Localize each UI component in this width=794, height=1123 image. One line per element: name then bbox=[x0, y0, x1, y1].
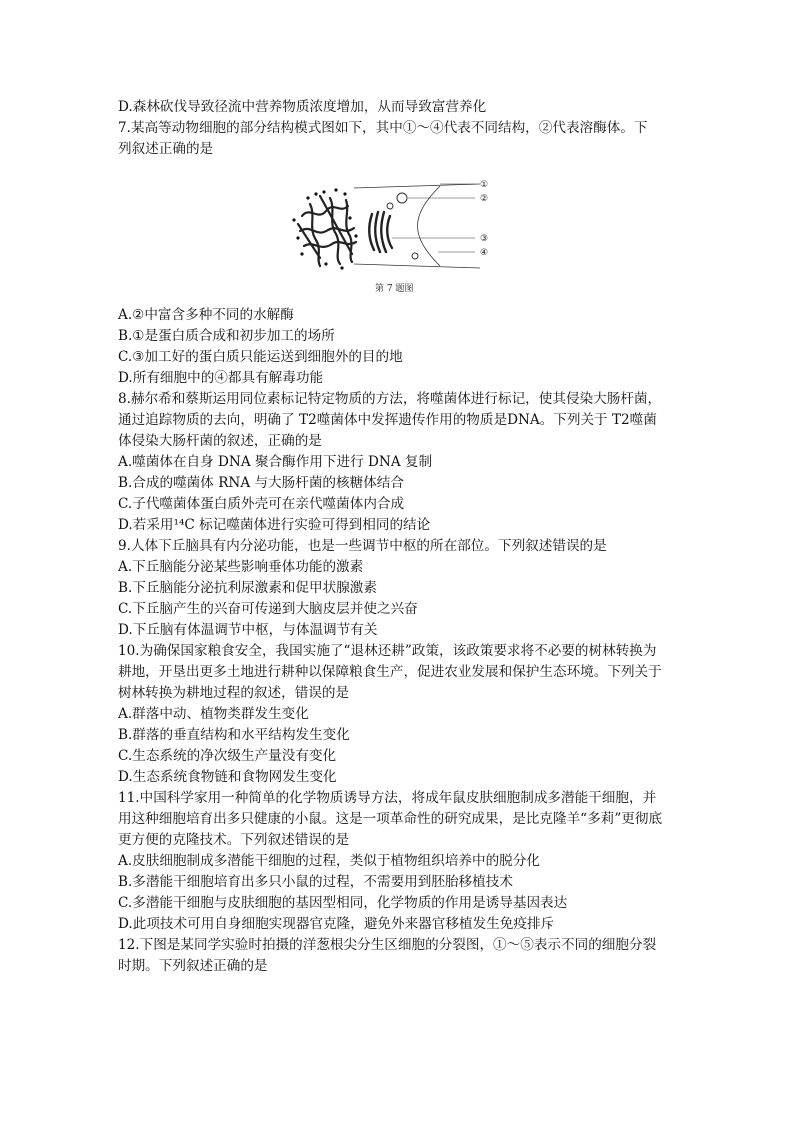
q7-option-a: A.②中富含多种不同的水解酶 bbox=[118, 307, 294, 323]
q8-stem-line2: 通过追踪物质的去向，明确了 T2噬菌体中发挥遗传作用的物质是DNA。下列关于 T2噬菌 bbox=[118, 412, 657, 428]
q8-option-d: D.若采用¹⁴C 标记噬菌体进行实验可得到相同的结论 bbox=[118, 517, 431, 533]
label-2: ② bbox=[480, 194, 489, 204]
q10-option-b: B.群落的垂直结构和水平结构发生变化 bbox=[118, 727, 350, 743]
figure-caption: 第 7 题图 bbox=[375, 284, 414, 294]
q12-stem-line2: 时期。下列叙述正确的是 bbox=[118, 958, 268, 974]
q8-stem-line3: 体侵染大肠杆菌的叙述，正确的是 bbox=[118, 433, 322, 449]
q8-stem-line1: 8.赫尔希和蔡斯运用同位素标记特定物质的方法，将噬菌体进行标记，使其侵染大肠杆菌， bbox=[118, 391, 662, 407]
label-3: ③ bbox=[480, 234, 489, 244]
q10-option-a: A.群落中动、植物类群发生变化 bbox=[118, 706, 309, 722]
q9-option-d: D.下丘脑有体温调节中枢，与体温调节有关 bbox=[118, 622, 378, 638]
q8-option-b: B.合成的噬菌体 RNA 与大肠杆菌的核糖体结合 bbox=[118, 475, 404, 491]
q10-stem-line2: 耕地，开垦出更多土地进行耕种以保障粮食生产，促进农业发展和保护生态环境。下列关于 bbox=[118, 664, 662, 680]
q8-option-c: C.子代噬菌体蛋白质外壳可在亲代噬菌体内合成 bbox=[118, 496, 405, 512]
q11-option-d: D.此项技术可用自身细胞实现器官克隆，避免外来器官移植发生免疫排斥 bbox=[118, 916, 555, 932]
q11-option-a: A.皮肤细胞制成多潜能干细胞的过程，类似于植物组织培养中的脱分化 bbox=[118, 853, 540, 869]
q12-stem-line1: 12.下图是某同学实验时拍摄的洋葱根尖分生区细胞的分裂图，①～⑤表示不同的细胞分裂 bbox=[118, 937, 657, 953]
q9-option-a: A.下丘脑能分泌某些影响垂体功能的激素 bbox=[118, 559, 364, 575]
q10-option-d: D.生态系统食物链和食物网发生变化 bbox=[118, 769, 337, 785]
q9-stem: 9.人体下丘脑具有内分泌功能，也是一些调节中枢的所在部位。下列叙述错误的是 bbox=[118, 538, 607, 554]
q10-stem-line1: 10.为确保国家粮食安全，我国实施了“退林还耕”政策，该政策要求将不必要的树林转换为 bbox=[118, 643, 657, 659]
q11-stem-line1: 11.中国科学家用一种简单的化学物质诱导方法，将成年鼠皮肤细胞制成多潜能干细胞，并 bbox=[118, 790, 657, 806]
q7-option-c: C.③加工好的蛋白质只能运送到细胞外的目的地 bbox=[118, 349, 403, 365]
q11-stem-line3: 更方便的克隆技术。下列叙述错误的是 bbox=[118, 832, 350, 848]
q6-option-d: D.森林砍伐导致径流中营养物质浓度增加，从而导致富营养化 bbox=[118, 99, 487, 115]
q7-option-d: D.所有细胞中的④都具有解毒功能 bbox=[118, 370, 324, 386]
q8-option-a: A.噬菌体在自身 DNA 聚合酶作用下进行 DNA 复制 bbox=[118, 454, 433, 470]
q7-option-b: B.①是蛋白质合成和初步加工的场所 bbox=[118, 328, 335, 344]
label-1: ① bbox=[480, 180, 489, 190]
q10-option-c: C.生态系统的净次级生产量没有变化 bbox=[118, 748, 337, 764]
q7-stem-line1: 7.某高等动物细胞的部分结构模式图如下，其中①～④代表不同结构，②代表溶酶体。下 bbox=[118, 120, 648, 136]
q9-option-c: C.下丘脑产生的兴奋可传递到大脑皮层并使之兴奋 bbox=[118, 601, 418, 617]
q11-option-c: C.多潜能干细胞与皮肤细胞的基因型相同，化学物质的作用是诱导基因表达 bbox=[118, 895, 568, 911]
cell-structure-diagram bbox=[290, 176, 500, 276]
q11-stem-line2: 用这种细胞培育出多只健康的小鼠。这是一项革命性的研究成果，是比克隆羊“多莉”更彻底 bbox=[118, 811, 663, 827]
q10-stem-line3: 树林转换为耕地过程的叙述，错误的是 bbox=[118, 685, 350, 701]
q11-option-b: B.多潜能干细胞培育出多只小鼠的过程，不需要用到胚胎移植技术 bbox=[118, 874, 513, 890]
q9-option-b: B.下丘脑能分泌抗利尿激素和促甲状腺激素 bbox=[118, 580, 377, 596]
label-4: ④ bbox=[480, 248, 489, 258]
q7-stem-line2: 列叙述正确的是 bbox=[118, 141, 214, 157]
